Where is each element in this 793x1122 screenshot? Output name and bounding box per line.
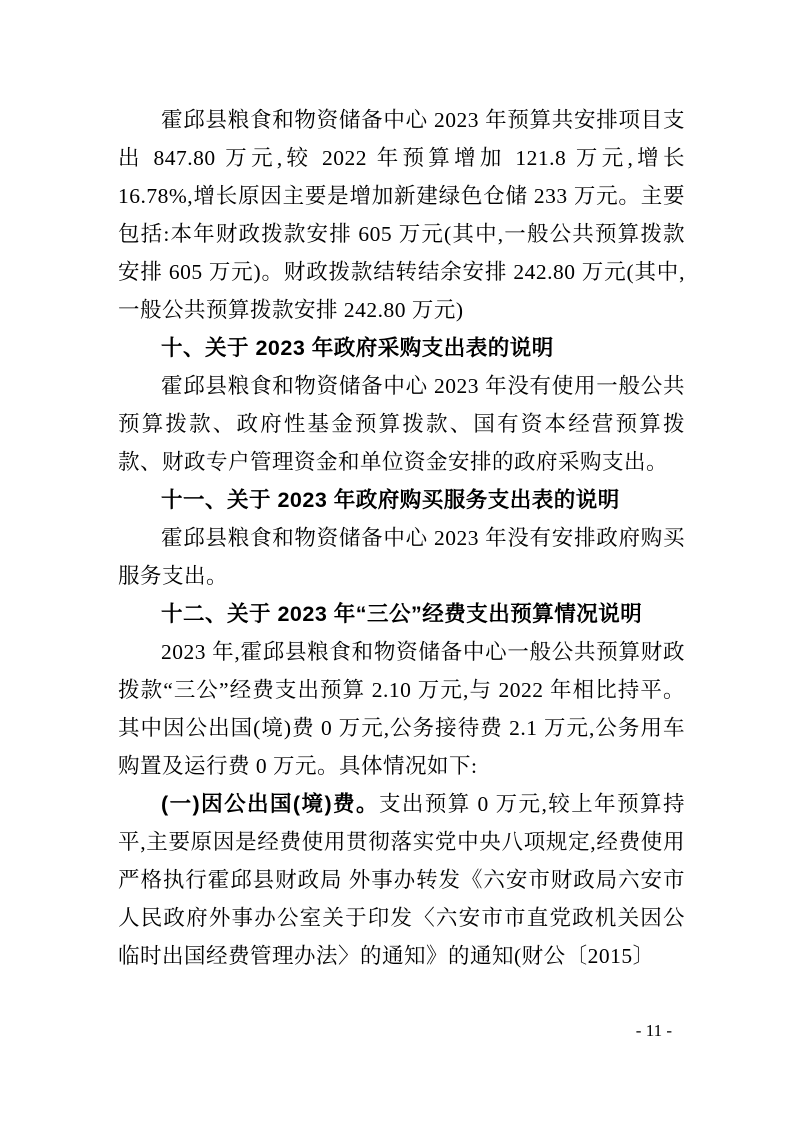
section-12-item-1-body: 支出预算 0 万元,较上年预算持平,主要原因是经费使用贯彻落实党中央八项规定,经费使用严格执行霍邱县财政局 外事办转发《六安市财政局六安市人民政府外事办公室关于印发〈六安市市直党政机关因公临时出国经费管理办法〉的通知》的通知(财公〔2015〕 (118, 792, 685, 968)
section-12-heading: 十二、关于 2023 年“三公”经费支出预算情况说明 (161, 602, 643, 626)
section-12-paragraph: 2023 年,霍邱县粮食和物资储备中心一般公共预算财政拨款“三公”经费支出预算 2.10 万元,与 2022 年相比持平。其中因公出国(境)费 0 万元,公务接待费 2.1 万元,公务用车购置及运行费 0 万元。具体情况如下: (118, 640, 685, 778)
page-number: - 11 - (635, 1021, 672, 1040)
section-12-item-1-paragraph (118, 785, 685, 975)
section-10-heading: 十、关于 2023 年政府采购支出表的说明 (161, 336, 554, 360)
section-12-item-1-lead: (一)因公出国(境)费。 (161, 792, 379, 816)
document-content (118, 101, 685, 975)
section-11-heading: 十一、关于 2023 年政府购买服务支出表的说明 (161, 488, 620, 512)
section-10-paragraph: 霍邱县粮食和物资储备中心 2023 年没有使用一般公共预算拨款、政府性基金预算拨款、国有资本经营预算拨款、财政专户管理资金和单位资金安排的政府采购支出。 (118, 374, 685, 474)
section-11-paragraph: 霍邱县粮食和物资储备中心 2023 年没有安排政府购买服务支出。 (118, 526, 685, 588)
intro-paragraph: 霍邱县粮食和物资储备中心 2023 年预算共安排项目支出 847.80 万元,较 2022 年预算增加 121.8 万元,增长 16.78%,增长原因主要是增加新建绿色仓储 233 万元。主要包括:本年财政拨款安排 605 万元(其中,一般公共预算拨款安排 605 万元)。财政拨款结转结余安排 242.80 万元(其中,一般公共预算拨款安排 242.80 万元) (118, 108, 685, 322)
